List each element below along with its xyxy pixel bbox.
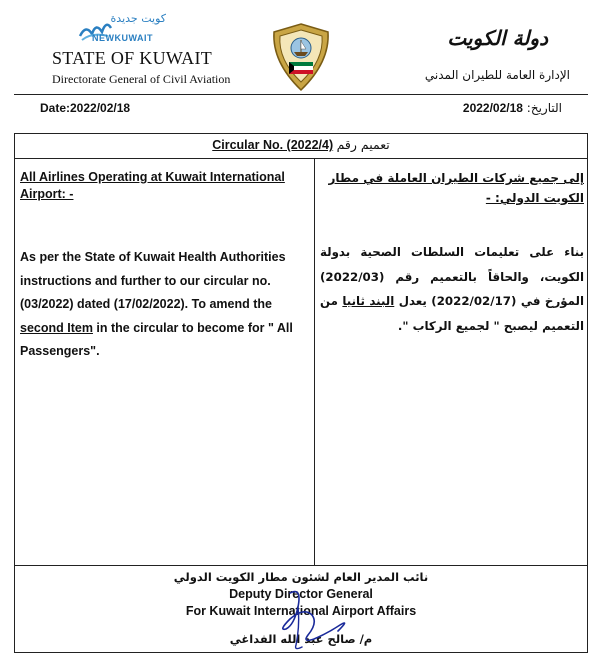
- signatory-title-english: Deputy Director General: [229, 587, 373, 601]
- new-kuwait-logo-english: NEWKUWAIT: [92, 33, 153, 43]
- circular-title-arabic: تعميم رقم: [336, 137, 390, 152]
- body-arabic-part1: بناء على تعليمات السلطات الصحية بدولة الكويت، والحاقاً بالتعميم رقم (2022/03) المؤرخ في (2022/02/17) يعدل: [320, 245, 585, 308]
- directorate-name-english: Directorate General of Civil Aviation: [52, 72, 231, 86]
- column-divider: [314, 158, 315, 565]
- circular-title-english: Circular No. (2022/4): [212, 138, 334, 152]
- new-kuwait-logo: [78, 12, 172, 46]
- addressee-english: All Airlines Operating at Kuwait International Airport: -: [20, 170, 285, 201]
- body-english-highlight: second Item: [20, 320, 93, 335]
- body-english: [20, 246, 312, 364]
- date-arabic: [463, 101, 562, 115]
- date-english: Date:2022/02/18: [40, 101, 131, 115]
- addressee-arabic: إلى جميع شركات الطيران العاملة في مطار الكويت الدولي: -: [328, 171, 584, 205]
- signatory-title-arabic: نائب المدير العام لشئون مطار الكويت الدولي: [173, 570, 429, 584]
- signatory-name-arabic: م/ صالح عبد الله الفداغي: [229, 632, 373, 646]
- body-arabic-highlight: البند ثانيا: [342, 294, 395, 308]
- title-row-divider: [14, 158, 588, 159]
- state-name-arabic: دولة الكويت: [447, 26, 548, 50]
- signatory-affairs-english: For Kuwait International Airport Affairs: [185, 604, 417, 618]
- directorate-name-arabic: الإدارة العامة للطيران المدني: [424, 68, 570, 82]
- date-arabic-value: 2022/02/18: [462, 101, 523, 115]
- circular-title: [14, 137, 588, 152]
- date-arabic-label: التاريخ:: [526, 101, 562, 115]
- signature-row-divider: [14, 565, 588, 566]
- body-english-part2: in the circular to become for " All Passengers".: [20, 320, 293, 358]
- state-name-english: STATE OF KUWAIT: [52, 48, 213, 68]
- body-arabic-part2: من التعميم ليصبح " لجميع الركاب ".: [320, 294, 584, 333]
- body-english-part1: As per the State of Kuwait Health Authorities instructions and further to our circular no. (03/2022) dated (17/02/2022). To amend the: [20, 250, 286, 311]
- new-kuwait-logo-arabic: كويت جديدة: [110, 12, 166, 25]
- body-arabic: [320, 240, 584, 338]
- kuwait-emblem-icon: [270, 22, 332, 92]
- header-divider: [14, 94, 588, 95]
